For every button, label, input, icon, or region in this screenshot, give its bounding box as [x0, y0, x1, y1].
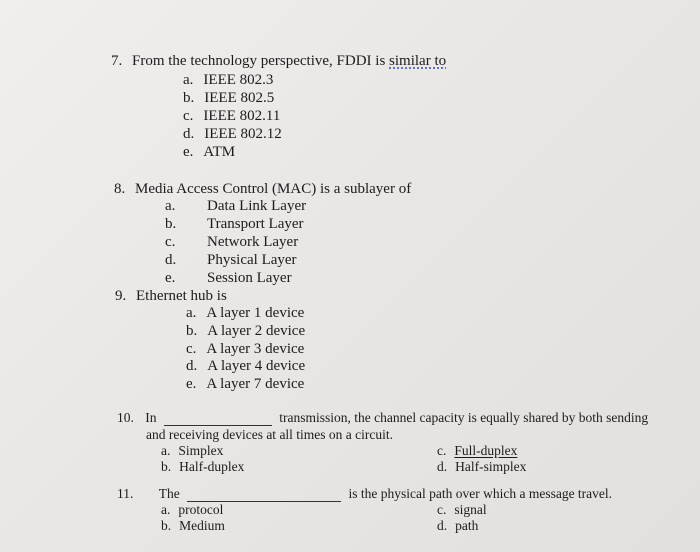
q7-number: 7.: [111, 53, 123, 69]
q7-option-e[interactable]: [183, 144, 235, 161]
option-text: Half-simplex: [455, 459, 527, 474]
option-letter: a.: [186, 305, 197, 321]
option-text: Simplex: [178, 443, 224, 458]
q11-answer-blank[interactable]: [187, 487, 341, 502]
q9-stem-text: Ethernet hub is: [136, 288, 227, 304]
option-letter: c.: [186, 341, 197, 357]
option-letter: a.: [165, 198, 176, 214]
q11-stem-end: is the physical path over which a message travel.: [348, 486, 613, 501]
q7-option-b[interactable]: [183, 90, 274, 107]
option-text: path: [455, 518, 479, 533]
q9-option-c[interactable]: [186, 341, 304, 358]
option-text: A layer 1 device: [206, 305, 305, 321]
option-letter: d.: [437, 459, 448, 474]
option-text: Data Link Layer: [207, 198, 307, 214]
option-letter: a.: [183, 72, 194, 88]
option-letter: d.: [183, 126, 195, 142]
q10-number: 10.: [117, 410, 134, 425]
q8-stem: [114, 181, 411, 198]
option-text: Medium: [179, 518, 225, 533]
q11-option-b[interactable]: [161, 518, 225, 534]
q11-stem: [117, 486, 612, 502]
q7-stem: [111, 53, 446, 70]
q10-option-b[interactable]: [161, 459, 244, 475]
option-text: signal: [454, 502, 487, 517]
option-text: A layer 4 device: [207, 358, 306, 374]
option-letter: e.: [165, 270, 176, 286]
option-letter: d.: [165, 252, 177, 268]
q9-option-d[interactable]: [186, 358, 305, 375]
option-text: A layer 2 device: [207, 323, 306, 339]
option-letter: c.: [165, 234, 176, 250]
q11-option-a[interactable]: [161, 502, 223, 518]
option-text: Network Layer: [207, 234, 299, 250]
q7-option-a[interactable]: [183, 72, 273, 89]
q7-option-d[interactable]: [183, 126, 282, 143]
option-letter: b.: [161, 518, 172, 533]
q8-option-a[interactable]: [165, 198, 306, 215]
q8-option-b[interactable]: [165, 216, 304, 233]
option-text: Physical Layer: [207, 252, 297, 268]
q8-number: 8.: [114, 181, 126, 197]
q9-option-e[interactable]: [186, 376, 304, 393]
q7-stem-text: From the technology perspective, FDDI is: [132, 53, 386, 69]
option-text: protocol: [178, 502, 224, 517]
option-text: A layer 3 device: [206, 341, 305, 357]
option-text: ATM: [203, 144, 236, 160]
option-text: Half-duplex: [179, 459, 245, 474]
option-text: Full-duplex: [454, 443, 518, 458]
option-text: A layer 7 device: [206, 376, 305, 392]
option-text: Session Layer: [207, 270, 292, 286]
q11-number: 11.: [117, 486, 134, 501]
option-text: Transport Layer: [207, 216, 304, 232]
option-letter: a.: [161, 443, 171, 458]
q10-stem-line1: [117, 410, 648, 426]
q10-stem-line2: and receiving devices at all times on a circuit.: [146, 427, 394, 442]
q9-stem: [115, 288, 227, 305]
option-letter: b.: [161, 459, 172, 474]
option-letter: c.: [183, 108, 194, 124]
q10-option-a[interactable]: [161, 443, 223, 459]
option-letter: e.: [183, 144, 194, 160]
q10-option-d[interactable]: [437, 459, 526, 475]
q7-stem-tail: similar to: [389, 53, 447, 69]
q8-option-c[interactable]: [165, 234, 298, 251]
option-letter: c.: [437, 443, 447, 458]
q9-option-a[interactable]: [186, 305, 304, 322]
option-letter: d.: [437, 518, 448, 533]
q10-stem-start: In: [145, 410, 157, 425]
option-text: IEEE 802.12: [204, 126, 282, 142]
option-letter: a.: [161, 502, 171, 517]
option-letter: e.: [186, 376, 197, 392]
q11-stem-start: The: [158, 486, 180, 501]
q9-option-b[interactable]: [186, 323, 305, 340]
option-letter: b.: [183, 90, 195, 106]
option-letter: c.: [437, 502, 447, 517]
q10-answer-blank[interactable]: [164, 411, 272, 426]
q11-option-c[interactable]: [437, 502, 487, 518]
q7-option-c[interactable]: [183, 108, 280, 125]
option-text: IEEE 802.5: [204, 90, 275, 106]
option-letter: d.: [186, 358, 198, 374]
q8-option-e[interactable]: [165, 270, 292, 287]
option-text: IEEE 802.3: [203, 72, 274, 88]
q8-stem-text: Media Access Control (MAC) is a sublayer of: [135, 181, 412, 197]
option-letter: b.: [165, 216, 177, 232]
option-letter: b.: [186, 323, 198, 339]
q8-option-d[interactable]: [165, 252, 297, 269]
q9-number: 9.: [115, 288, 127, 304]
q11-option-d[interactable]: [437, 518, 478, 534]
q10-option-c[interactable]: [437, 443, 517, 459]
q10-stem-mid: transmission, the channel capacity is equally shared by both sending: [279, 410, 649, 425]
option-text: IEEE 802.11: [203, 108, 281, 124]
